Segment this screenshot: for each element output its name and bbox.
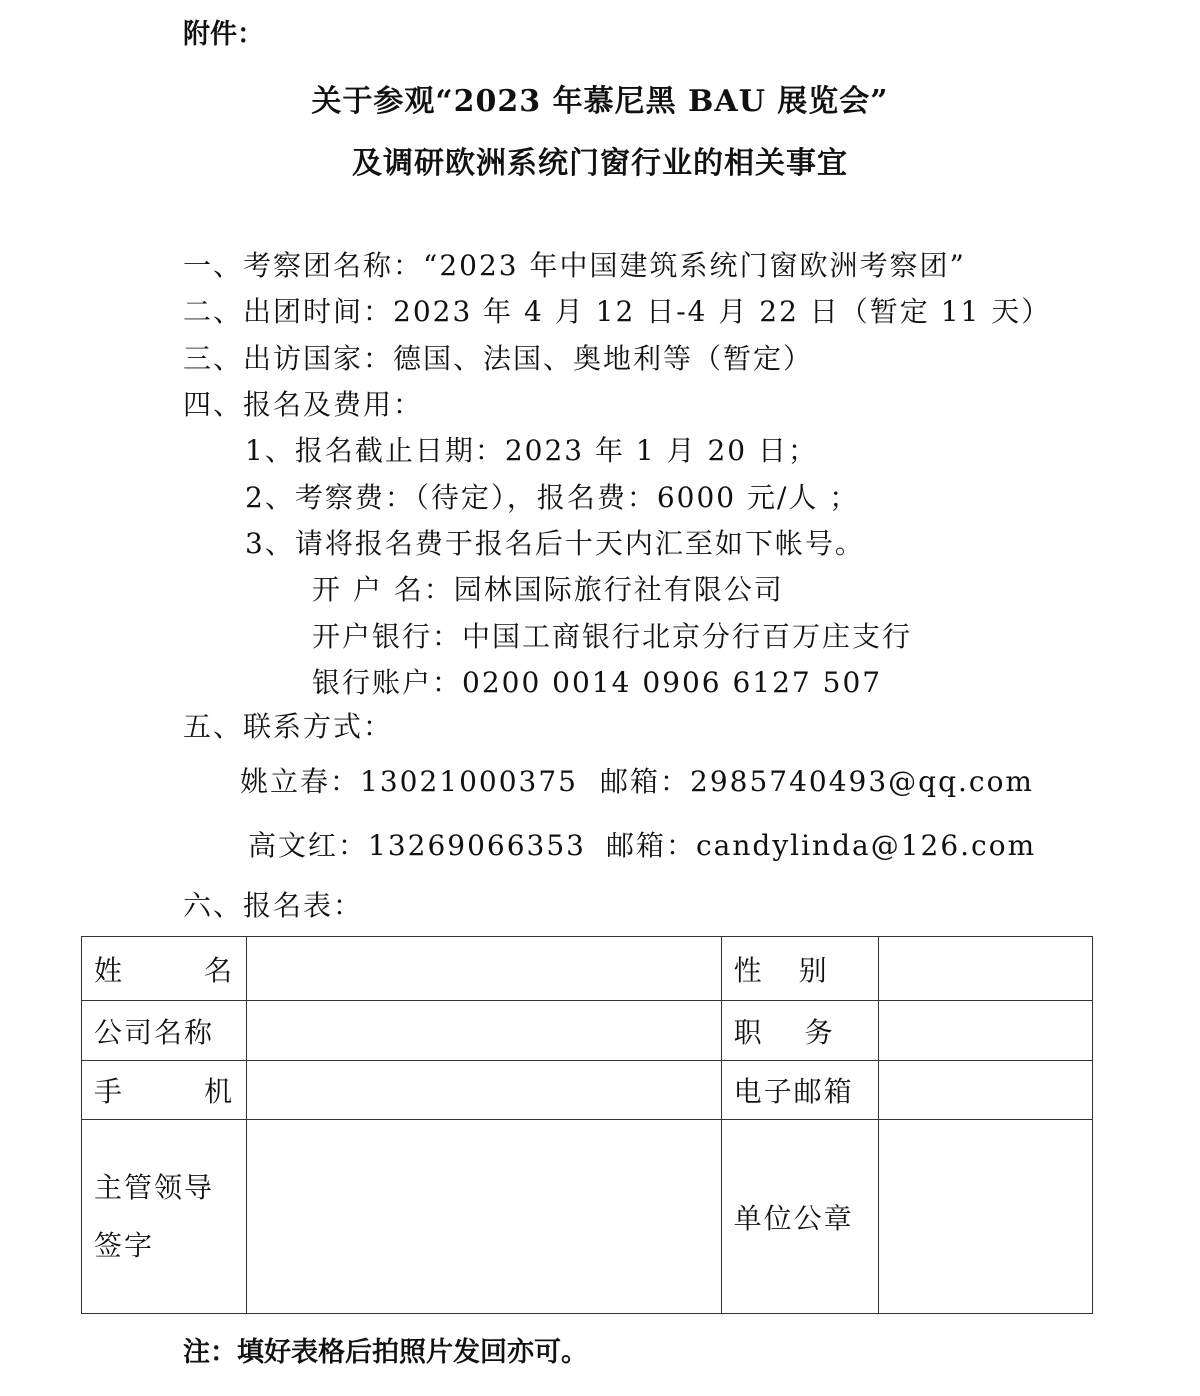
mobile-label-cell: [82, 1061, 247, 1120]
fees-line: 2、考察费：（待定），报名费：6000 元/人 ；: [245, 481, 860, 514]
position-input-cell[interactable]: [878, 1001, 1092, 1061]
name-label-char: 名: [204, 953, 235, 987]
name-label-char: 姓: [94, 953, 125, 987]
signature-label-char: 字: [124, 1228, 155, 1262]
gender-label-cell: [721, 937, 878, 1001]
seal-label: 单位公章: [733, 1201, 854, 1235]
group-name-line: 一、考察团名称：“2023 年中国建筑系统门窗欧洲考察团”: [183, 249, 966, 282]
form-row: [82, 1120, 1093, 1314]
form-row: [82, 1061, 1093, 1120]
position-label-cell: [721, 1001, 878, 1061]
seal-input-cell[interactable]: [878, 1120, 1092, 1314]
supervisor-label-cell: [82, 1120, 247, 1314]
signature-label-char: 签: [94, 1228, 125, 1262]
email-input-cell[interactable]: [878, 1061, 1092, 1120]
mobile-input-cell[interactable]: [247, 1061, 721, 1120]
gender-label-char: 性: [733, 953, 764, 987]
form-row: [82, 1001, 1093, 1061]
bank-line: 开户银行：中国工商银行北京分行百万庄支行: [312, 620, 913, 653]
departure-time-line: 二、出团时间：2023 年 4 月 12 日-4 月 22 日（暂定 11 天）: [183, 295, 1052, 328]
name-input-cell[interactable]: [247, 937, 721, 1001]
contact-email: 邮箱：candylinda@126.com: [606, 829, 1037, 862]
document-title-line1: 关于参观“2023 年慕尼黑 BAU 展览会”: [311, 84, 889, 119]
account-number-line: 银行账户：0200 0014 0906 6127 507: [312, 666, 883, 699]
contact-email: 邮箱：2985740493@qq.com: [600, 765, 1034, 798]
seal-label-cell: [721, 1120, 878, 1314]
account-name-line: 开 户 名：园林国际旅行社有限公司: [312, 573, 784, 606]
contact-header: 五、联系方式：: [183, 710, 394, 743]
registration-header: 四、报名及费用：: [183, 388, 424, 421]
attachment-label: 附件：: [183, 19, 264, 50]
form-row: [82, 937, 1093, 1001]
position-label-char: 职: [733, 1015, 764, 1049]
mobile-label-char: 手: [94, 1075, 125, 1108]
company-input-cell[interactable]: [247, 1001, 721, 1061]
contact-name-phone: 姚立春：13021000375: [240, 765, 578, 798]
deadline-line: 1、报名截止日期：2023 年 1 月 20 日；: [245, 434, 819, 467]
countries-line: 三、出访国家：德国、法国、奥地利等（暂定）: [183, 342, 814, 375]
email-label-cell: [721, 1061, 878, 1120]
name-label-cell: [82, 937, 247, 1001]
form-header: 六、报名表：: [183, 889, 364, 922]
mobile-label-char: 机: [204, 1075, 235, 1108]
supervisor-label: 主管领导: [94, 1170, 215, 1204]
position-label-char: 务: [804, 1015, 835, 1049]
footnote: 注：填好表格后拍照片发回亦可。: [183, 1337, 588, 1368]
gender-label-char: 别: [798, 953, 829, 987]
document-title-line2: 及调研欧洲系统门窗行业的相关事宜: [352, 146, 848, 181]
registration-form-table: [81, 936, 1093, 1314]
company-label: 公司名称: [94, 1015, 215, 1049]
email-label: 电子邮箱: [733, 1075, 854, 1108]
contact-name-phone: 高文红：13269066353: [248, 829, 586, 862]
company-label-cell: [82, 1001, 247, 1061]
gender-input-cell[interactable]: [878, 937, 1092, 1001]
payment-line: 3、请将报名费于报名后十天内汇至如下帐号。: [245, 527, 865, 560]
signature-input-cell[interactable]: [247, 1120, 721, 1314]
